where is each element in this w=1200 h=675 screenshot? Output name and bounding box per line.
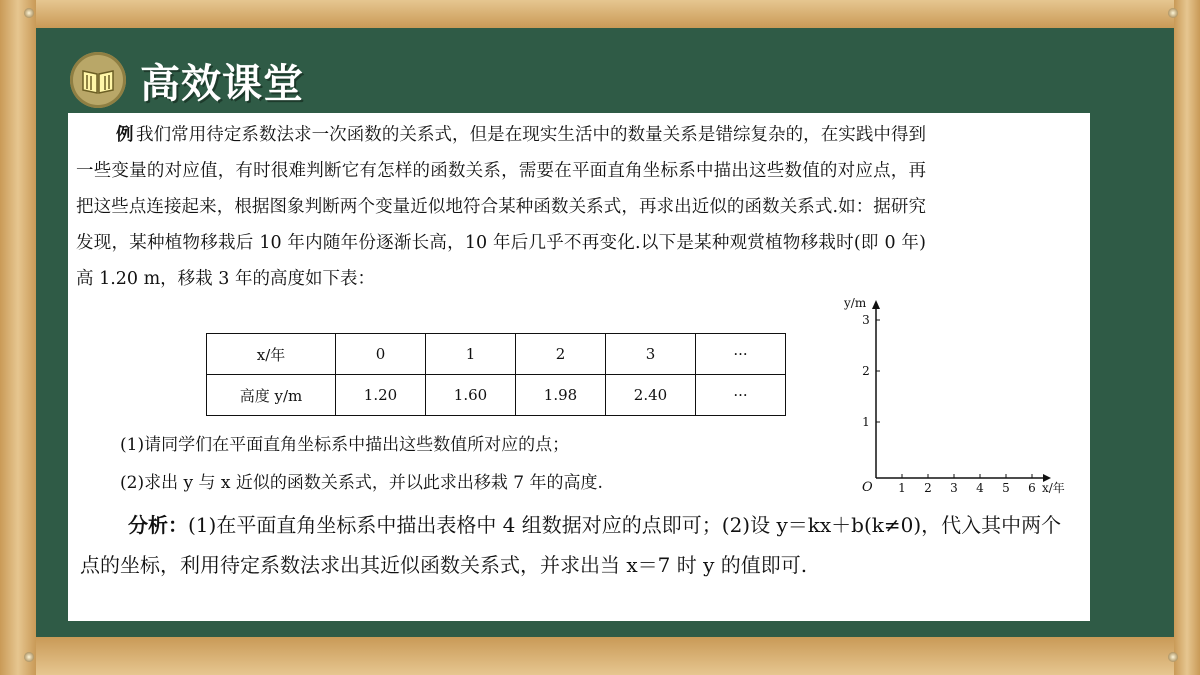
coordinate-grid: [838, 295, 1078, 495]
x-tick-label: 1: [898, 481, 906, 495]
page-header: [70, 50, 304, 110]
x-axis-label: x/年: [1042, 481, 1065, 495]
table-cell: 高度 y/m: [207, 375, 336, 416]
x-tick-label: 4: [976, 481, 984, 495]
page-title: 高效课堂: [140, 60, 304, 107]
table-cell: ···: [696, 375, 786, 416]
table-cell: 1.20: [336, 375, 426, 416]
table-cell: 2.40: [606, 375, 696, 416]
nail-icon: [1168, 8, 1178, 18]
example-paragraph: [76, 117, 926, 297]
nail-icon: [1168, 652, 1178, 662]
x-tick-label: 3: [950, 481, 958, 495]
x-tick-label: 5: [1002, 481, 1010, 495]
data-table: [206, 333, 786, 416]
y-axis-label: y/m: [844, 296, 867, 310]
table-cell: 1.60: [426, 375, 516, 416]
example-label: 例: [116, 125, 134, 145]
frame-top: [0, 0, 1200, 28]
table-cell: ···: [696, 334, 786, 375]
table-cell: 0: [336, 334, 426, 375]
nail-icon: [24, 8, 34, 18]
origin-label: O: [862, 480, 873, 495]
frame-left: [0, 0, 36, 675]
table-cell: 3: [606, 334, 696, 375]
y-tick-label: 1: [862, 415, 870, 429]
table-cell: 2: [516, 334, 606, 375]
analysis-text: (1)在平面直角坐标系中描出表格中 4 组数据对应的点即可；(2)设 y＝kx＋b(k≠0)，代入其中两个点的坐标，利用待定系数法求出其近似函数关系式，并求出当 x＝7 时 y 的值即可.: [80, 513, 1062, 577]
analysis-paragraph: [80, 505, 1075, 585]
table-cell: 1: [426, 334, 516, 375]
x-tick-label: 2: [924, 481, 932, 495]
y-tick-label: 2: [862, 364, 870, 378]
table-cell: 1.98: [516, 375, 606, 416]
table-row: [207, 334, 786, 375]
nail-icon: [24, 652, 34, 662]
table-cell: x/年: [207, 334, 336, 375]
open-book-icon: [70, 52, 126, 108]
table-row: [207, 375, 786, 416]
x-tick-label: 6: [1028, 481, 1036, 495]
frame-bottom: [0, 637, 1200, 675]
analysis-label: 分析：: [128, 513, 188, 537]
y-axis-arrow-icon: [872, 300, 880, 309]
frame-right: [1174, 0, 1200, 675]
example-text: 我们常用待定系数法求一次函数的关系式，但是在现实生活中的数量关系是错综复杂的，在实践中得到一些变量的对应值，有时很难判断它有怎样的函数关系，需要在平面直角坐标系中描出这些数值的对应点，再把这些点连接起来，根据图象判断两个变量近似地符合某种函数关系式，再求出近似的函数关系式.如：据研究发现，某种植物移栽后 10 年内随年份逐渐长高，10 年后几乎不再变化.以下是某种观赏植物移栽时(即 0 年)高 1.20 m，移栽 3 年的高度如下表：: [76, 125, 926, 289]
question-1: (1)请同学们在平面直角坐标系中描出这些数值所对应的点；: [120, 435, 570, 455]
question-2: (2)求出 y 与 x 近似的函数关系式，并以此求出移栽 7 年的高度.: [120, 473, 603, 493]
y-tick-label: 3: [862, 313, 870, 327]
